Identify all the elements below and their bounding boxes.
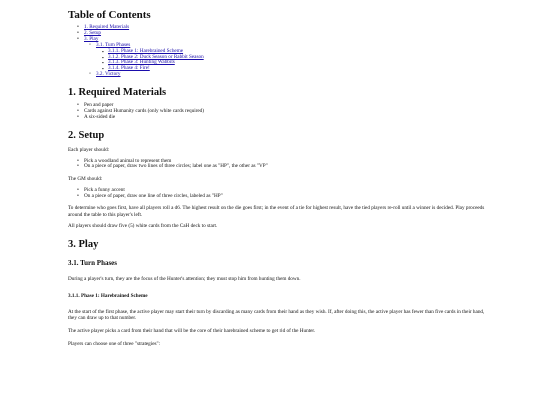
toc-link-phase-4[interactable]: 3.1.4. Phase 4: Fire! <box>108 65 150 72</box>
toc-title: Table of Contents <box>68 9 151 21</box>
toc-subsublist <box>96 49 488 73</box>
list-item: • On a piece of paper, draw one line of three circles, labeled as "HP" <box>84 194 488 200</box>
toc-link-required-materials[interactable]: 1. Required Materials <box>84 24 130 30</box>
setup-draw-paragraph: All players should draw five (5) white cards from the CaH deck to start. <box>68 223 218 230</box>
toc-link-turn-phases[interactable]: 3.1. Turn Phases <box>96 41 131 48</box>
materials-list <box>68 103 488 121</box>
list-item: • A six-sided die <box>84 115 488 121</box>
subsubsection-heading-phase-1: 3.1.1. Phase 1: Harebrained Scheme <box>68 292 148 299</box>
list-item: • Pen and paper <box>84 103 488 109</box>
phase1-pick-paragraph: The active player picks a card from their hand that will be the core of their harebrained scheme to get rid of the Hunter. <box>68 328 316 335</box>
toc-sublist <box>84 43 488 78</box>
phase1-paragraph: At the start of the first phase, the active player may start their turn by discarding as many cards from their hand as they wish. If, after doing this, the active player has fewer than five cards in their hand, they can draw up to that number. <box>68 308 485 322</box>
list-item: • On a piece of paper, draw two lines of three circles; label one as "HP", the other as "VP" <box>84 164 488 170</box>
section-heading-setup: 2. Setup <box>68 129 105 141</box>
toc-item <box>84 37 488 78</box>
toc-list <box>68 25 488 78</box>
toc-link-victory[interactable]: 3.2. Victory <box>96 71 121 78</box>
list-item: • Pick a funny accent <box>84 188 488 194</box>
toc-item <box>96 72 488 78</box>
turn-paragraph: During a player's turn, they are the focus of the Hunter's attention; they must stop him from hunting them down. <box>68 276 301 283</box>
player-setup-list <box>68 159 488 171</box>
toc-link-phase-2[interactable]: 3.1.2. Phase 2: Duck Season or Rabbit Season <box>108 53 204 60</box>
phase1-strategies-paragraph: Players can choose one of three "strategies": <box>68 340 161 347</box>
list-item: • Pick a woodland animal to represent them <box>84 159 488 165</box>
toc-item <box>96 43 488 73</box>
setup-gm-intro: The GM should: <box>68 176 103 183</box>
toc-link-phase-1[interactable]: 3.1.1. Phase 1: Harebrained Scheme <box>108 47 184 54</box>
toc-link-phase-3[interactable]: 3.1.3. Phase 3: Hunting Wabbits <box>108 59 175 66</box>
list-item: • Cards against Humanity cards (only white cards required) <box>84 109 488 115</box>
section-heading-materials: 1. Required Materials <box>68 87 167 99</box>
subsection-heading-turn-phases: 3.1. Turn Phases <box>68 259 118 268</box>
section-heading-play: 3. Play <box>68 239 99 251</box>
setup-order-paragraph: To determine who goes first, have all players roll a d6. The highest result on the die goes first; in the event of a tie for highest result, have the tied players re-roll until a winner is decided. Play proceeds around the table to this player's left. <box>68 204 485 218</box>
setup-player-intro: Each player should: <box>68 146 110 153</box>
gm-setup-list <box>68 188 488 200</box>
toc-link-setup[interactable]: 2. Setup <box>84 29 102 36</box>
toc-link-play[interactable]: 3. Play <box>84 35 99 42</box>
